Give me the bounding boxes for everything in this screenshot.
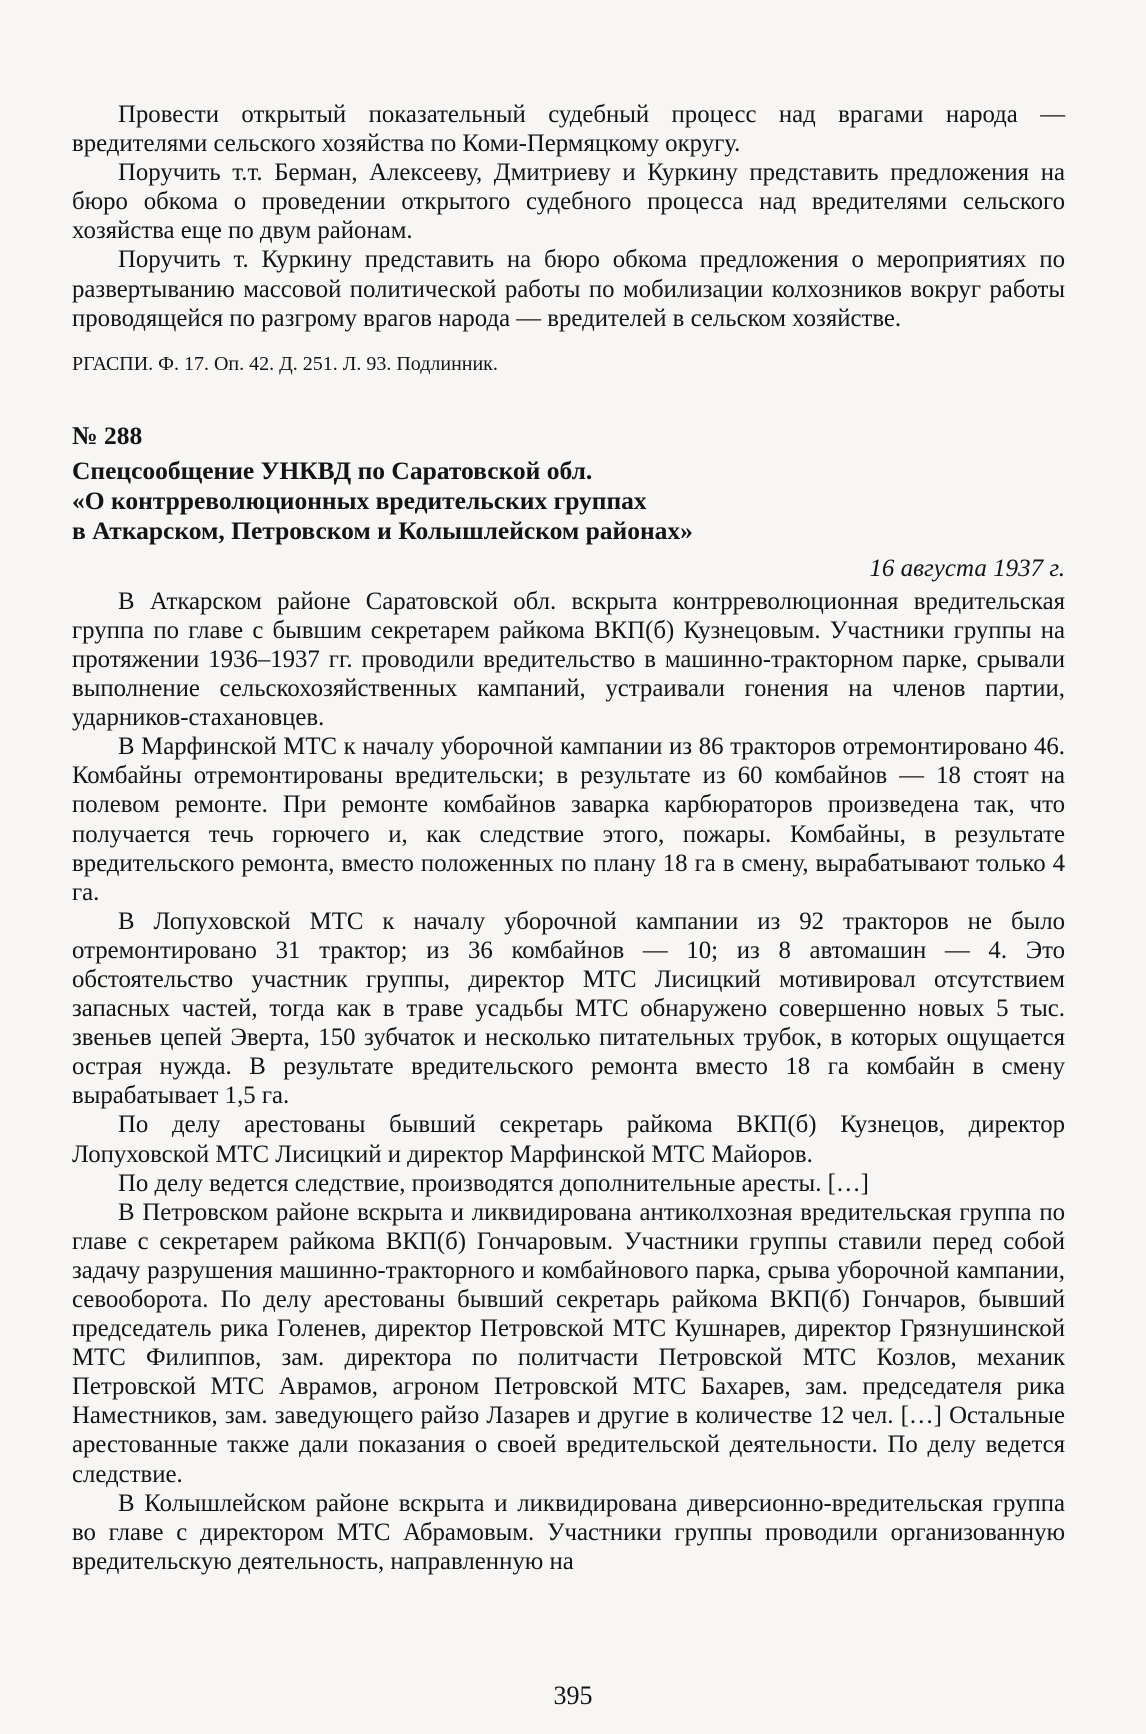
body-paragraph: По делу арестованы бывший секретарь райкома ВКП(б) Кузнецов, директор Лопуховской МТС Лисицкий и директор Марфинской МТС Майоров. [72, 1111, 1065, 1168]
intro-paragraph-2: Поручить т.т. Берман, Алексееву, Дмитриеву и Куркину представить предложения на бюро обкома о проведении открытого судебного процесса над вредителями сельского хозяйства еще по двум районам. [72, 159, 1065, 245]
archive-source: РГАСПИ. Ф. 17. Оп. 42. Д. 251. Л. 93. Подлинник. [72, 352, 498, 375]
page-number: 395 [553, 1681, 593, 1710]
body-paragraph: В Марфинской МТС к началу уборочной кампании из 86 тракторов отремонтировано 46. Комбайны отремонтированы вредительски; в результате из 60 комбайнов — 18 стоят на полевом ремонте. При ремонте комбайнов заварка карбюраторов произведена так, что получается течь горючего и, как следствие этого, пожары. Комбайны, в результате вредительского ремонта, вместо положенных по плану 18 га в смену, вырабатывают только 4 га. [72, 733, 1065, 906]
text-column [72, 100, 1065, 1576]
document-number: № 288 [72, 420, 143, 450]
document-title-line: в Аткарском, Петровском и Колышлейском районах» [72, 515, 693, 545]
body-paragraph: В Колышлейском районе вскрыта и ликвидирована диверсионно-вредительская группа во главе с директором МТС Абрамовым. Участники группы проводили организованную вредительскую деятельность, направленную на [72, 1489, 1065, 1575]
document-title-line: «О контрреволюционных вредительских группах [72, 485, 647, 515]
body-paragraph: По делу ведется следствие, производятся дополнительные аресты. […] [118, 1169, 869, 1197]
document-title-line: Спецсообщение УНКВД по Саратовской обл. [72, 455, 593, 485]
document-title [72, 456, 1065, 546]
body-paragraph: В Аткарском районе Саратовской обл. вскрыта контрреволюционная вредительская группа по главе с бывшим секретарем райкома ВКП(б) Кузнецовым. Участники группы на протяжении 1936–1937 гг. проводили вредительство в машинно-тракторном парке, срывали выполнение сельскохозяйственных кампаний, устраивали гонения на членов партии, ударников-стахановцев. [72, 587, 1065, 732]
document-date: 16 августа 1937 г. [869, 554, 1065, 582]
intro-paragraph-3: Поручить т. Куркину представить на бюро обкома предложения о мероприятиях по развертыванию массовой политической работы по мобилизации колхозников вокруг работы проводящейся по разгрому врагов народа — вредителей в сельском хозяйстве. [72, 246, 1065, 332]
body-paragraph: В Петровском районе вскрыта и ликвидирована антиколхозная вредительская группа по главе с секретарем райкома ВКП(б) Гончаровым. Участники группы ставили перед собой задачу разрушения машинно-тракторного и комбайнового парка, срыва уборочной кампании, севооборота. По делу арестованы бывший секретарь райкома ВКП(б) Гончаров, бывший председатель рика Голенев, директор Петровской МТС Кушнарев, директор Грязнушинской МТС Филиппов, зам. директора по политчасти Петровской МТС Козлов, механик Петровской МТС Аврамов, агроном Петровской МТС Бахарев, зам. председателя рика Наместников, зам. заведующего райзо Лазарев и другие в количестве 12 чел. […] Остальные арестованные также дали показания о своей вредительской деятельности. По делу ведется следствие. [72, 1198, 1065, 1488]
intro-paragraph-1: Провести открытый показательный судебный процесс над врагами народа — вредителями сельского хозяйства по Коми-Пермяцкому округу. [72, 101, 1065, 158]
body-paragraph: В Лопуховской МТС к началу уборочной кампании из 92 тракторов не было отремонтировано 31 трактор; из 36 комбайнов — 10; из 8 автомашин — 4. Это обстоятельство участник группы, директор МТС Лисицкий мотивировал отсутствием запасных частей, тогда как в траве усадьбы МТС обнаружено совершенно новых 5 тыс. звеньев цепей Эверта, 150 зубчаток и несколько питательных трубок, в которых ощущается острая нужда. В результате вредительского ремонта вместо 18 га комбайн в смену вырабатывает 1,5 га. [72, 907, 1065, 1110]
